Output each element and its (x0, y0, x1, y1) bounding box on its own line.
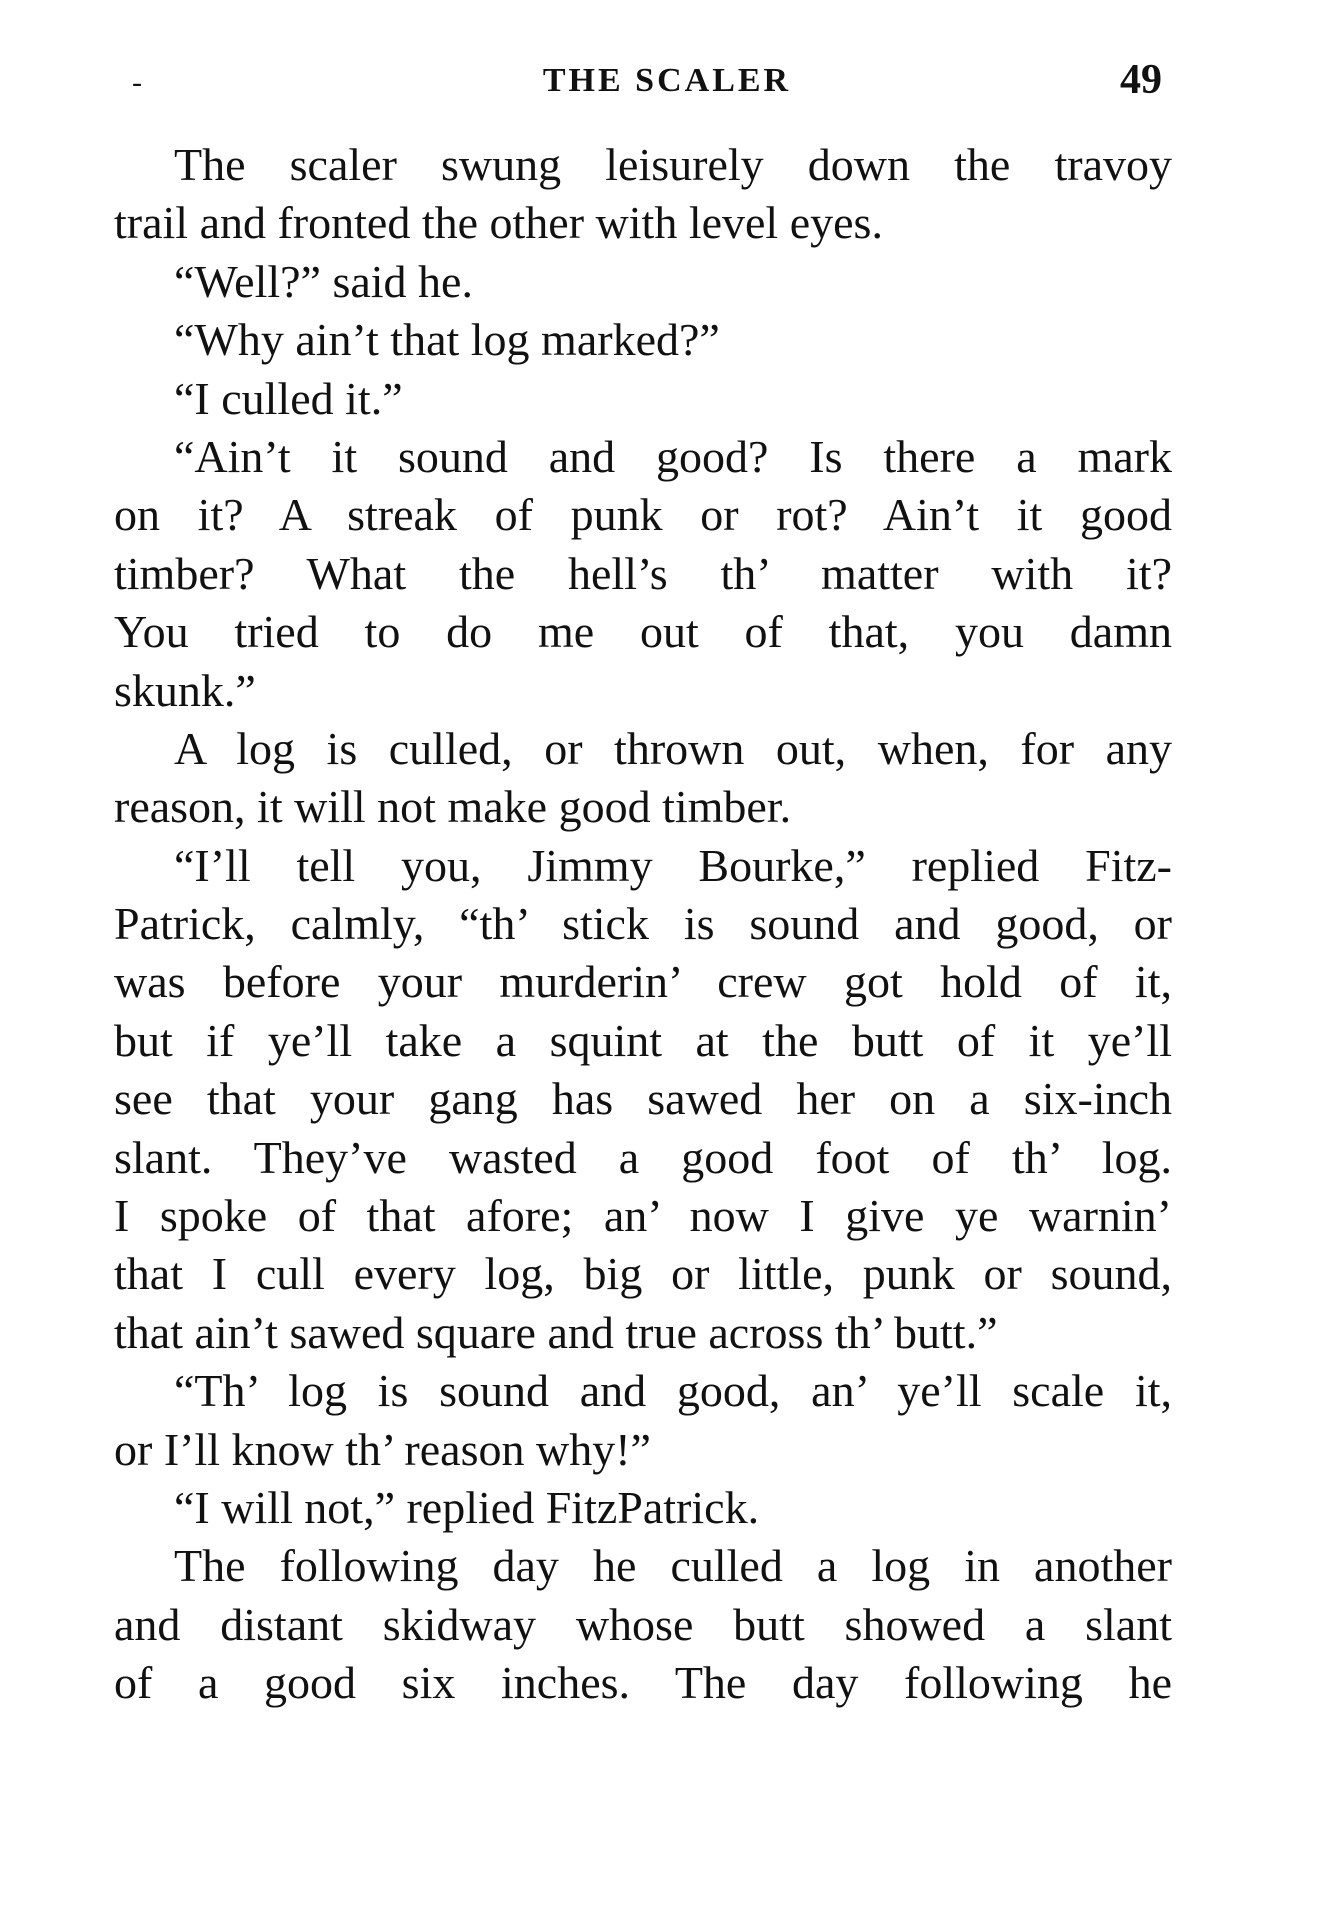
body-text (114, 136, 1172, 1713)
text-line: but if ye’ll take a squint at the butt of it ye’ll (114, 1014, 1172, 1066)
running-head-dash: - (132, 66, 142, 99)
text-line: “Ain’t it sound and good? Is there a mark (174, 430, 1172, 482)
text-line: on it? A streak of punk or rot? Ain’t it good (114, 489, 1172, 541)
text-line: You tried to do me out of that, you damn (114, 606, 1172, 658)
page-number: 49 (1120, 57, 1162, 103)
text-line: was before your murderin’ crew got hold of it, (114, 956, 1172, 1008)
text-line: or I’ll know th’ reason why!” (114, 1423, 651, 1475)
text-line: “I will not,” replied FitzPatrick. (174, 1481, 760, 1533)
text-line: “Well?” said he. (174, 255, 473, 307)
text-line: that ain’t sawed square and true across th’ butt.” (114, 1306, 998, 1358)
text-line: skunk.” (114, 664, 256, 716)
running-head (0, 56, 1334, 106)
text-line: trail and fronted the other with level eyes. (114, 197, 883, 249)
text-line: The scaler swung leisurely down the travoy (174, 139, 1172, 190)
text-line: reason, it will not make good timber. (114, 781, 792, 833)
text-line: “I culled it.” (174, 372, 403, 424)
text-line: slant. They’ve wasted a good foot of th’ log. (114, 1131, 1172, 1183)
text-line: The following day he culled a log in another (174, 1540, 1172, 1592)
text-line: that I cull every log, big or little, punk or sound, (114, 1248, 1172, 1300)
text-line: Patrick, calmly, “th’ stick is sound and good, or (114, 898, 1172, 950)
text-line: “I’ll tell you, Jimmy Bourke,” replied Fitz- (174, 839, 1172, 891)
text-line: and distant skidway whose butt showed a slant (114, 1598, 1172, 1650)
text-line: I spoke of that afore; an’ now I give ye warnin’ (114, 1190, 1172, 1242)
text-line: timber? What the hell’s th’ matter with it? (114, 547, 1172, 599)
text-line: “Th’ log is sound and good, an’ ye’ll scale it, (174, 1365, 1172, 1417)
running-head-title: THE SCALER (542, 62, 792, 99)
text-line: of a good six inches. The day following he (114, 1657, 1172, 1709)
text-line: “Why ain’t that log marked?” (174, 314, 720, 366)
text-line: A log is culled, or thrown out, when, for any (174, 722, 1172, 774)
text-line: see that your gang has sawed her on a six-inch (114, 1073, 1172, 1125)
